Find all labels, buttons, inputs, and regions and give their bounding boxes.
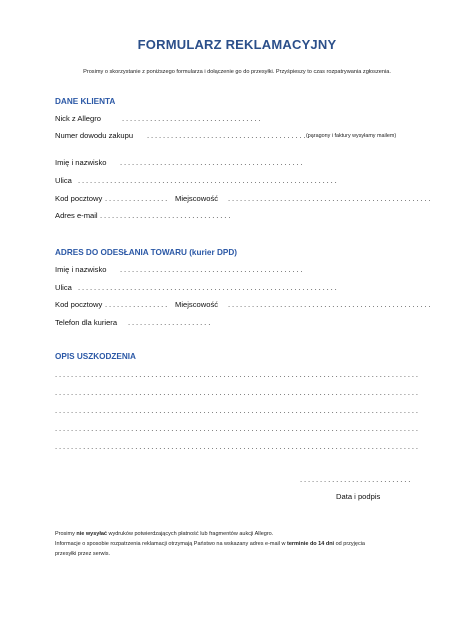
client-name-field[interactable]: ..............................................: [120, 158, 305, 167]
client-postal-label: Kod pocztowy: [55, 194, 103, 203]
client-city-label: Miejscowość: [175, 194, 219, 203]
client-email-label: Adres e-mail: [55, 211, 98, 220]
shipping-street-label: Ulica: [55, 283, 72, 292]
footer-line-2-pre: Informacje o sposobie rozpatrzenia reklamacji otrzymają Państwo na wskazany adres e-mail w: [55, 541, 288, 547]
client-postal-field[interactable]: ................: [105, 194, 170, 203]
footer-line-1-pre: Prosimy: [55, 531, 77, 537]
damage-line[interactable]: ...........................................................................................: [55, 442, 420, 451]
signature-label: Data i podpis: [336, 492, 381, 501]
damage-line[interactable]: ...........................................................................................: [55, 388, 420, 397]
damage-line[interactable]: ...........................................................................................: [55, 370, 420, 379]
client-street-label: Ulica: [55, 176, 72, 185]
order-number-note: (paragony i faktury wysyłamy mailem): [306, 133, 397, 139]
order-number-field[interactable]: ..........................................: [147, 131, 316, 140]
shipping-street-field[interactable]: .................................................................: [78, 283, 339, 292]
damage-line[interactable]: ...........................................................................................: [55, 424, 420, 433]
footer-line-3: przesyłki przez serwis.: [55, 551, 111, 557]
damage-section-heading: OPIS USZKODZENIA: [55, 352, 136, 361]
shipping-section-heading: ADRES DO ODESŁANIA TOWARU (kurier DPD): [55, 248, 237, 257]
damage-line[interactable]: ...........................................................................................: [55, 406, 420, 415]
nick-label: Nick z Allegro: [55, 114, 101, 123]
shipping-postal-label: Kod pocztowy: [55, 300, 103, 309]
form-title: FORMULARZ REKLAMACYJNY: [137, 37, 337, 52]
client-street-field[interactable]: .................................................................: [78, 176, 339, 185]
shipping-name-field[interactable]: ..............................................: [120, 265, 305, 274]
client-section-heading: DANE KLIENTA: [55, 97, 116, 106]
intro-text: Prosimy o skorzystanie z poniższego formularza i dołączenie go do przesyłki. Przyśpieszy to czas rozpatrywania zgłoszenia.: [83, 69, 391, 75]
shipping-city-label: Miejscowość: [175, 300, 219, 309]
nick-field[interactable]: ...................................: [122, 114, 263, 123]
footer-line-1-post: wydruków potwierdzających płatność lub fragmentów aukcji Allegro.: [106, 531, 274, 537]
client-email-field[interactable]: .................................: [100, 211, 233, 220]
order-number-label: Numer dowodu zakupu: [55, 131, 134, 140]
footer-line-2-bold: terminie do 14 dni: [287, 541, 335, 547]
shipping-name-label: Imię i nazwisko: [55, 265, 107, 274]
shipping-postal-field[interactable]: ................: [105, 300, 170, 309]
footer-line-2-post: od przyjęcia: [334, 541, 365, 547]
footer-line-1: [55, 531, 273, 537]
client-name-label: Imię i nazwisko: [55, 158, 107, 167]
footer-line-2: [55, 541, 365, 547]
courier-phone-field[interactable]: .....................: [128, 318, 213, 327]
client-city-field[interactable]: ...................................................: [228, 194, 433, 203]
signature-field[interactable]: ............................: [300, 475, 413, 484]
footer-line-1-bold: nie wysyłać: [76, 531, 107, 537]
courier-phone-label: Telefon dla kuriera: [55, 318, 118, 327]
shipping-city-field[interactable]: ...................................................: [228, 300, 433, 309]
